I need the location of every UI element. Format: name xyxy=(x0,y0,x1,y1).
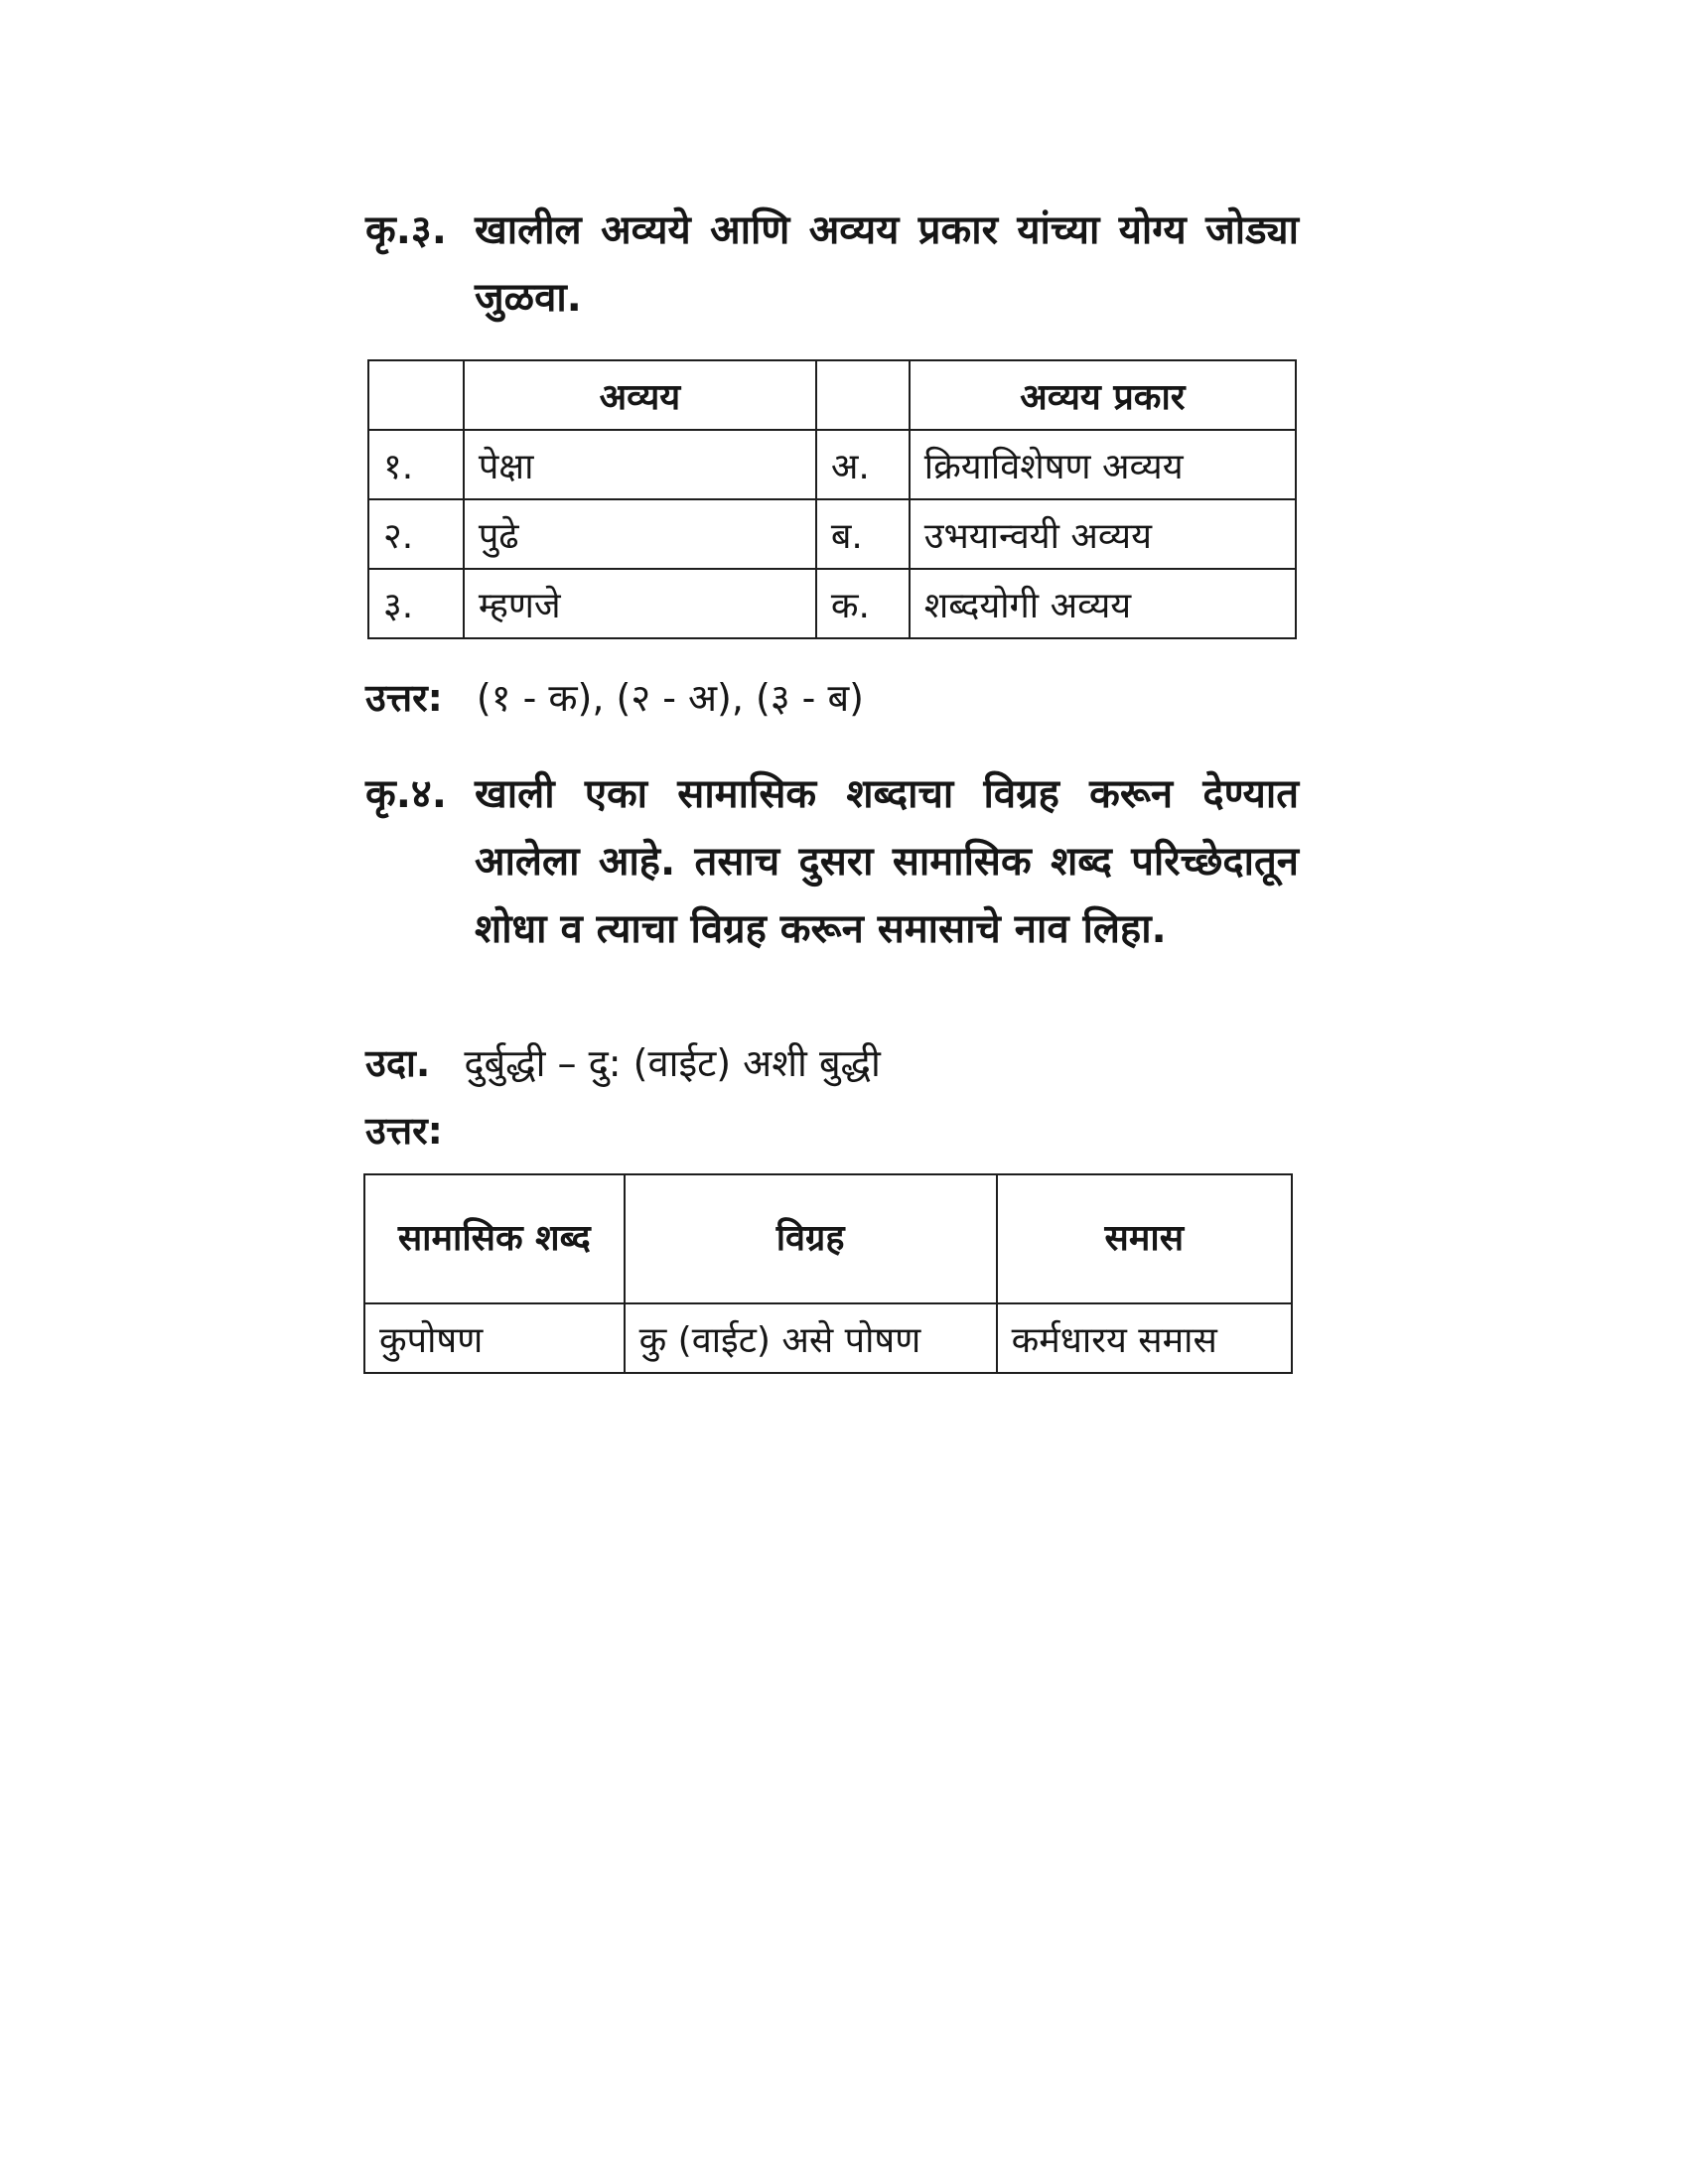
table-cell: उभयान्वयी अव्यय xyxy=(910,499,1296,569)
table-header-cell xyxy=(368,360,464,430)
table-cell: कुपोषण xyxy=(364,1303,625,1373)
table-header-cell: अव्यय प्रकार xyxy=(910,360,1296,430)
table-cell: ३. xyxy=(368,569,464,638)
question-3-number: कृ.३. xyxy=(365,207,447,253)
table-cell: ब. xyxy=(816,499,910,569)
question-3-text: खालील अव्यये आणि अव्यय प्रकार यांच्या योग्य जोड्या जुळवा. xyxy=(475,207,1299,321)
table-row xyxy=(368,569,1296,638)
question-4-example xyxy=(365,1036,881,1088)
example-text: दुर्बुद्धी – दु: (वाईट) अशी बुद्धी xyxy=(464,1041,881,1085)
question-4-number: कृ.४. xyxy=(365,771,447,817)
answer-text: (१ - क), (२ - अ), (३ - ब) xyxy=(476,676,864,720)
question-3-answer xyxy=(365,671,864,723)
table-cell: १. xyxy=(368,430,464,499)
table-header-cell: समास xyxy=(997,1174,1292,1303)
table-cell: अ. xyxy=(816,430,910,499)
table-cell: कु (वाईट) असे पोषण xyxy=(625,1303,997,1373)
question-3 xyxy=(365,197,1299,332)
table-header-cell xyxy=(816,360,910,430)
question-4-answer xyxy=(365,1104,465,1156)
table-header-cell: सामासिक शब्द xyxy=(364,1174,625,1303)
avyay-match-table xyxy=(367,359,1297,639)
table-header-row xyxy=(368,360,1296,430)
samas-answer-table xyxy=(363,1173,1293,1374)
table-cell: क्रियाविशेषण अव्यय xyxy=(910,430,1296,499)
table-cell: पेक्षा xyxy=(464,430,816,499)
table-header-cell: अव्यय xyxy=(464,360,816,430)
example-label: उदा. xyxy=(365,1041,431,1085)
answer-label: उत्तर: xyxy=(365,1109,443,1153)
table-cell: म्हणजे xyxy=(464,569,816,638)
question-4 xyxy=(365,760,1299,963)
table-cell: कर्मधारय समास xyxy=(997,1303,1292,1373)
table-header-cell: विग्रह xyxy=(625,1174,997,1303)
table-cell: क. xyxy=(816,569,910,638)
table-row xyxy=(368,430,1296,499)
table-row xyxy=(364,1303,1292,1373)
table-row xyxy=(368,499,1296,569)
table-cell: शब्दयोगी अव्यय xyxy=(910,569,1296,638)
table-cell: पुढे xyxy=(464,499,816,569)
table-cell: २. xyxy=(368,499,464,569)
question-4-text: खाली एका सामासिक शब्दाचा विग्रह करून देण्यात आलेला आहे. तसाच दुसरा सामासिक शब्द परिच्छेदातून शोधा व त्याचा विग्रह करून समासाचे नाव लिहा. xyxy=(475,771,1299,952)
answer-label: उत्तर: xyxy=(365,676,443,720)
table-header-row xyxy=(364,1174,1292,1303)
